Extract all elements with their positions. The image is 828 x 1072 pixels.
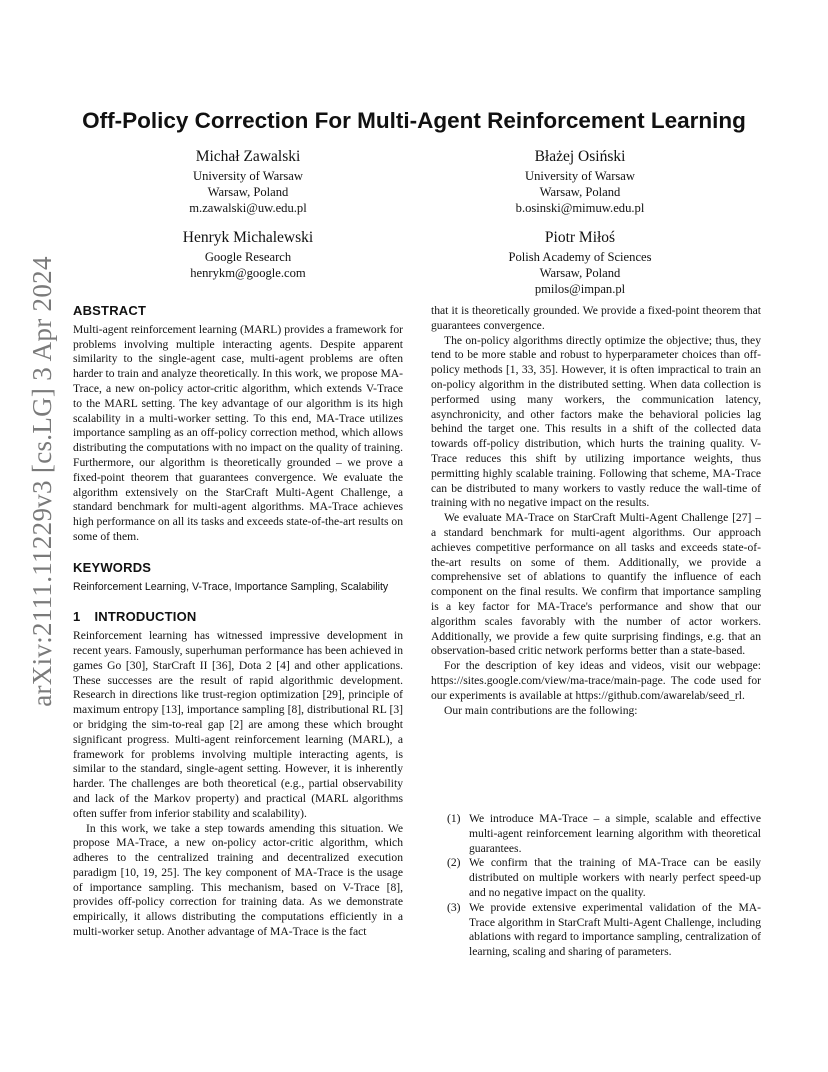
list-text: We confirm that the training of MA-Trace can be easily distributed on multiple workers with nearly perfect speed-up and no negative impact on the quality. [469,856,761,899]
author-email: henrykm@google.com [190,266,306,280]
arxiv-id: arXiv:2111.11229v3 [cs.LG] 3 Apr 2024 [26,255,57,707]
paragraph: Our main contributions are the following: [444,703,638,717]
paragraph: that it is theoretically grounded. We provide a fixed-point theorem that guarantees convergence. [431,304,761,332]
right-column [431,304,761,718]
author-block [98,227,398,281]
list-item [447,901,761,960]
author-location: Warsaw, Poland [539,185,621,199]
author-name: Błażej Osiński [534,148,626,165]
list-text: We introduce MA-Trace – a simple, scalable and effective multi-agent reinforcement learning algorithm with theoretical guarantees. [469,812,761,855]
list-label: (1) [447,812,461,825]
author-email: pmilos@impan.pl [534,282,626,296]
paragraph: The on-policy algorithms directly optimize the objective; thus, they tend to be more stable and robust to hyperparameter choices than off-policy methods [1, 33, 35]. However, it is often impractical to train an on-policy algorithm in the distributed setting. When data collection is performed using many workers, the communication latency, asynchronicity, and other factors make the behavioral policies lag behind the target one. This results in a shift of the collected data towards off-policy distribution, which hurts the training quality. V-Trace reduces this shift by utilizing importance weights, thus permitting highly scalable training. Following that scheme, MA-Trace can be distributed to many workers to vastly reduce the wall-time of training with no negative impact on the results. [431,333,761,510]
paragraph: For the description of key ideas and videos, visit our webpage: https://sites.google.com/view/ma-trace/main-page. The code used for our experiments is available at https://github.com/awarelab/seed_rl. [431,659,761,702]
author-email: m.zawalski@uw.edu.pl [189,201,307,215]
list-label: (2) [447,856,461,870]
author-affiliation: Google Research [204,250,292,264]
author-name: Michał Zawalski [195,148,301,165]
abstract-heading: ABSTRACT [73,303,147,318]
author-email: b.osinski@mimuw.edu.pl [515,201,645,215]
author-affiliation: University of Warsaw [193,169,303,183]
author-location: Warsaw, Poland [539,266,621,280]
keywords-text: Reinforcement Learning, V-Trace, Importance Sampling, Scalability [73,580,389,593]
section-title: INTRODUCTION [94,609,197,625]
abstract-text: Multi-agent reinforcement learning (MARL) provides a framework for problems involving multiple interacting agents. Despite apparent similarity to the single-agent case, multi-agent problems are often harder to train and analyze theoretically. In this work, we propose MA-Trace, a new on-policy actor-critic algorithm, which extends V-Trace to the MARL setting. The key advantage of our algorithm is its high scalability in a multi-worker setting. To this end, MA-Trace utilizes importance sampling as an off-policy correction method, which allows distributing the computations with no impact on the quality of training. Furthermore, our algorithm is theoretically grounded – we prove a fixed-point theorem that guarantees convergence. We evaluate the algorithm extensively on the StarCraft Multi-Agent Challenge, a standard benchmark for multi-agent algorithms. MA-Trace achieves high performance on all its tasks and exceeds state-of-the-art results on some of them. [73,322,403,543]
section-heading [73,610,403,625]
list-label: (3) [447,900,461,914]
author-location: Warsaw, Poland [207,185,289,199]
author-name: Piotr Miłoś [544,229,616,246]
author-block [430,146,730,216]
list-text: We provide extensive experimental validation of the MA-Trace algorithm in StarCraft Multi-Agent Challenge, including ablations with regard to importance sampling, centralization of learning, scaling and sharing of parameters. [469,900,761,959]
paragraph: In this work, we take a step towards amending this situation. We propose MA-Trace, a new on-policy actor-critic algorithm, which adheres to the centralized training and decentralized execution paradigm [10, 19, 25]. The key component of MA-Trace is the usage of importance sampling. This mechanism, based on V-Trace [8], provides off-policy correction for training data. As we demonstrate empirically, it allows distributing the computations efficiently in a multi-worker setup. Another advantage of MA-Trace is the fact [73,821,403,939]
list-item [447,856,761,900]
author-block [430,227,730,297]
keywords-heading: KEYWORDS [73,559,152,575]
author-affiliation: Polish Academy of Sciences [508,250,652,264]
author-block [98,146,398,216]
arxiv-stamp [20,255,64,707]
author-name: Henryk Michalewski [182,229,314,246]
contributions-list [447,812,761,960]
section-number: 1 [73,609,81,625]
left-column [73,304,403,940]
paper-title: Off-Policy Correction For Multi-Agent Reinforcement Learning [82,108,746,133]
author-affiliation: University of Warsaw [525,169,635,183]
paragraph: Reinforcement learning has witnessed impressive development in recent years. Famously, superhuman performance has been achieved in games Go [30], StarCraft II [36], Dota 2 [4] and other applications. These successes are the result of rapid algorithmic development. Research in directions like trust-region optimization [29], principle of maximum entropy [13], importance sampling [8], distributional RL [3] or bridging the sim-to-real gap [2] are among these which brought significant progress. Multi-agent reinforcement learning (MARL), a framework for problems involving multiple interacting agents, is similar to the standard, single-agent setting. However, it is inherently harder. The challenges are both theoretical (e.g., partial observability and lack of the Markov property) and practical (MARL algorithms often suffer from inferior stability and scalability). [73,629,403,820]
list-item [447,812,761,856]
paragraph: We evaluate MA-Trace on StarCraft Multi-Agent Challenge [27] – a standard benchmark for multi-agent algorithms. Our approach achieves competitive performance on all tasks and exceeds state-of-the-art results on some of them. Additionally, we provide a comprehensive set of ablations to quantify the influence of each component on the final results. We confirm that importance sampling is a key factor for MA-Trace's performance and show that our algorithm scales favorably with the number of actor workers. Additionally, we provide a few quite surprising findings, e.g. that an observation-based critic network performs better than a state-based. [431,511,761,658]
